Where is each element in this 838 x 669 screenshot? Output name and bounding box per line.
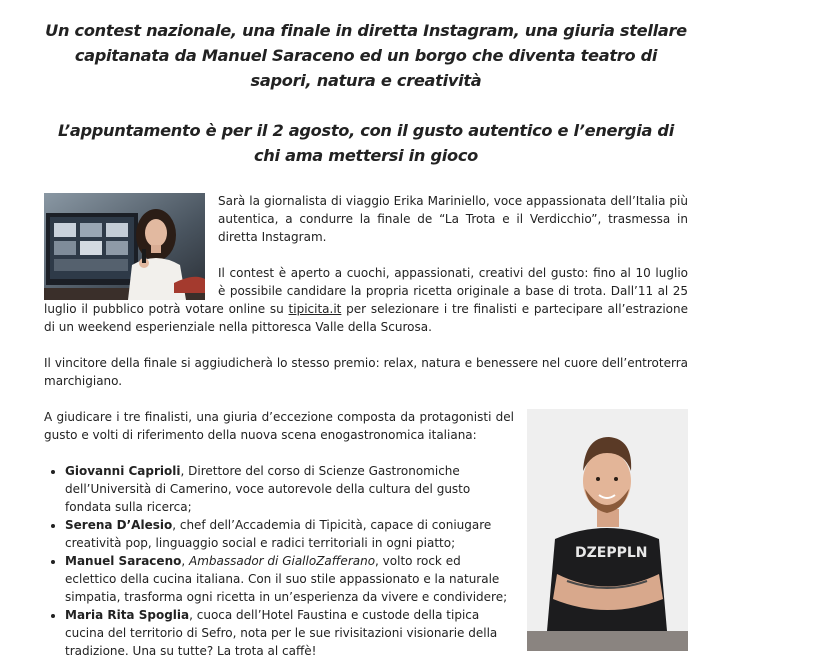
tipicita-link[interactable]: tipicita.it: [288, 302, 342, 316]
jury-member-role: Ambassador di GialloZafferano: [189, 554, 376, 568]
jury-section: [44, 408, 514, 660]
jury-member: [65, 552, 514, 606]
jury-member-name: Serena D’Alesio: [65, 518, 173, 532]
jury-member: [65, 606, 514, 660]
paragraph-2-text-b: per selezionare i tre finalisti e partecipare all’estrazione di un weekend esperienziale nella pittoresca Valle della Scurosa.: [44, 302, 688, 334]
jury-list: [44, 462, 514, 660]
headline-1: Un contest nazionale, una finale in diretta Instagram, una giuria stellare capitanata da Manuel Saraceno ed un borgo che diventa teatro di sapori, natura e creatività: [45, 21, 687, 90]
paragraph-4: A giudicare i tre finalisti, una giuria d’eccezione composta da protagonisti del gusto e volti di riferimento della nuova scena enogastronomica italiana:: [44, 410, 514, 442]
jury-member-description: , Direttore del corso di Scienze Gastronomiche dell’Università di Camerino, voce autorevole della cultura del gusto fondata sulla ricerca;: [65, 464, 471, 514]
paragraph-3: Il vincitore della finale si aggiudicherà lo stesso premio: relax, natura e benessere nel cuore dell’entroterra marchigiano.: [44, 356, 688, 388]
jury-member-description: , chef dell’Accademia di Tipicità, capace di coniugare creatività pop, linguaggio social e radici territoriali in ogni piatto;: [65, 518, 492, 550]
article-body: [44, 192, 688, 408]
photo-float-spacer: [44, 192, 205, 300]
headline-2: L’appuntamento è per il 2 agosto, con il gusto autentico e l’energia di chi ama mettersi in gioco: [58, 121, 674, 165]
paragraph-1: Sarà la giornalista di viaggio Erika Mariniello, voce appassionata dell’Italia più autentica, a condurre la finale de “La Trota e il Verdicchio”, trasmessa in diretta Instagram.: [218, 194, 688, 244]
jury-member-description: , cuoca dell’Hotel Faustina e custode della tipica cucina del territorio di Sefro, nota per le sue rivisitazioni visionarie della tradizione. Una su tutte? La trota al caffè!: [65, 608, 498, 658]
jury-member: [65, 516, 514, 552]
jury-member-name: Manuel Saraceno: [65, 554, 182, 568]
svg-text:DZEPPLN: DZEPPLN: [575, 545, 648, 561]
jury-member-name: Maria Rita Spoglia: [65, 608, 190, 622]
jury-member-separator: ,: [181, 554, 189, 568]
jury-member-description: , volto rock ed eclettico della cucina italiana. Con il suo stile appassionato e la naturale simpatia, trasforma ogni ricetta in un’esperienza da vivere e condividere;: [65, 554, 508, 604]
photo-manuel-illustration: [527, 409, 688, 651]
jury-member-name: Giovanni Caprioli: [65, 464, 181, 478]
jury-member: [65, 462, 514, 516]
photo-manuel-saraceno: [527, 409, 688, 651]
paragraph-2-text-a: Il contest è aperto a cuochi, appassionati, creativi del gusto: fino al 10 luglio è possibile candidare la propria ricetta originale a base di trota. Dall’11 al 25 luglio il pubblico potrà votare online su: [44, 266, 688, 316]
